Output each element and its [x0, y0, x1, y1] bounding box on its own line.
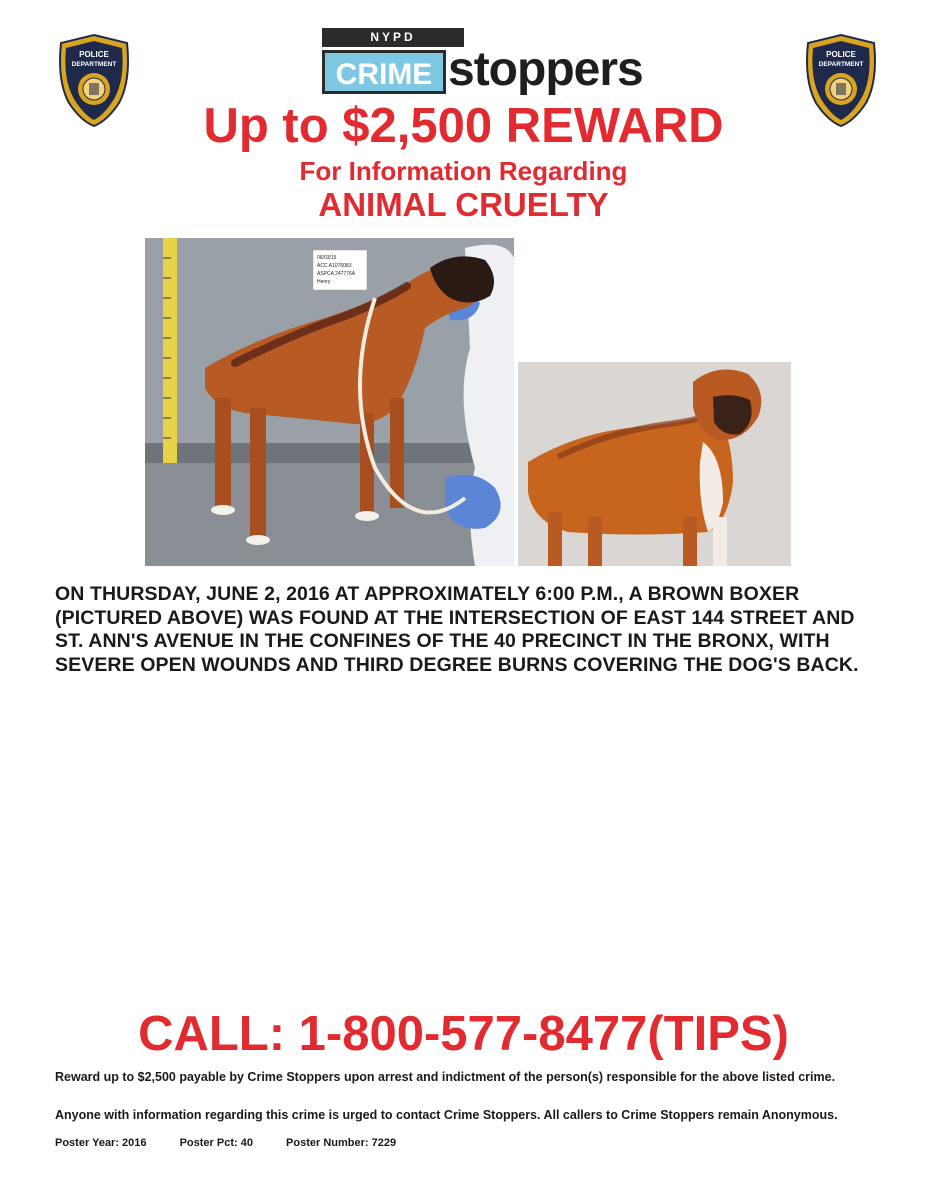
badge-text-police: POLICE: [79, 50, 109, 59]
crime-type-heading: ANIMAL CRUELTY: [318, 186, 609, 223]
reward-subtitle: For Information Regarding: [299, 156, 628, 186]
crime-stoppers-logo: [322, 28, 643, 98]
poster-year: Poster Year: 2016: [55, 1137, 147, 1149]
dog-portrait-photo: [518, 362, 791, 566]
badge-text-police: POLICE: [826, 50, 856, 59]
logo-nypd-label: NYPD: [322, 28, 464, 47]
photo-tag-name: Henry: [317, 279, 331, 285]
anonymity-notice: Anyone with information regarding this crime is urged to contact Crime Stoppers. All callers to Crime Stoppers remain Anonymous.: [55, 1108, 838, 1122]
poster-precinct: Poster Pct: 40: [179, 1137, 253, 1149]
photo-tag-acc: ACC A1076083: [317, 263, 352, 269]
logo-stoppers-word: stoppers: [448, 43, 643, 96]
photo-tag-aspca: ASPCA 247776A: [317, 271, 356, 277]
reward-headline: Up to $2,500 REWARD: [203, 99, 724, 153]
poster-number: Poster Number: 7229: [286, 1137, 397, 1149]
reward-terms: Reward up to $2,500 payable by Crime Stoppers upon arrest and indictment of the person(s) responsible for the above listed crime.: [55, 1070, 836, 1084]
dog-evidence-photo: [145, 238, 514, 566]
incident-description: ON THURSDAY, JUNE 2, 2016 AT APPROXIMATELY 6:00 P.M., A BROWN BOXER (PICTURED ABOVE) WAS FOUND AT THE INTERSECTION OF EAST 144 STREET AND ST. ANN'S AVENUE IN THE CONFINES OF THE 40 PRECINCT IN THE BRONX, WITH SEVERE OPEN WOUNDS AND THIRD DEGREE BURNS COVERING THE DOG'S BACK.: [55, 583, 859, 676]
poster-meta: [55, 1137, 426, 1149]
badge-text-department: DEPARTMENT: [818, 61, 864, 68]
tip-hotline: CALL: 1-800-577-8477(TIPS): [138, 1007, 789, 1061]
logo-crime-word: CRIME: [322, 50, 446, 94]
badge-text-department: DEPARTMENT: [71, 61, 117, 68]
photo-tag-date: 06/03/15: [317, 255, 337, 261]
